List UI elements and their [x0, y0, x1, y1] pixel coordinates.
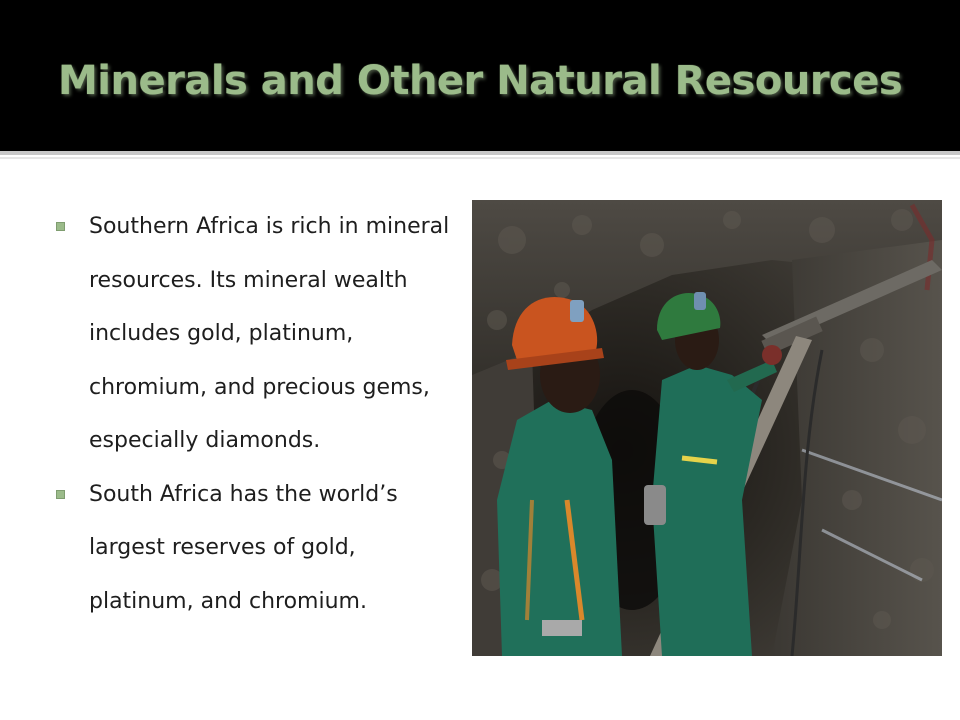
slide-title: Minerals and Other Natural Resources — [58, 58, 903, 104]
title-divider — [0, 151, 960, 155]
square-bullet-icon — [56, 222, 65, 231]
bullet-list — [55, 200, 455, 628]
bullet-item — [55, 468, 455, 629]
bullet-text: South Africa has the world’s largest reserves of gold, platinum, and chromium. — [89, 481, 398, 614]
bullet-item — [55, 200, 455, 468]
title-bar — [0, 0, 960, 151]
square-bullet-icon — [56, 490, 65, 499]
miners-photo — [472, 200, 942, 656]
bullet-text: Southern Africa is rich in mineral resources. Its mineral wealth includes gold, platinum, chromium, and precious gems, especially diamonds. — [89, 214, 450, 453]
title-divider-thin — [0, 157, 960, 159]
